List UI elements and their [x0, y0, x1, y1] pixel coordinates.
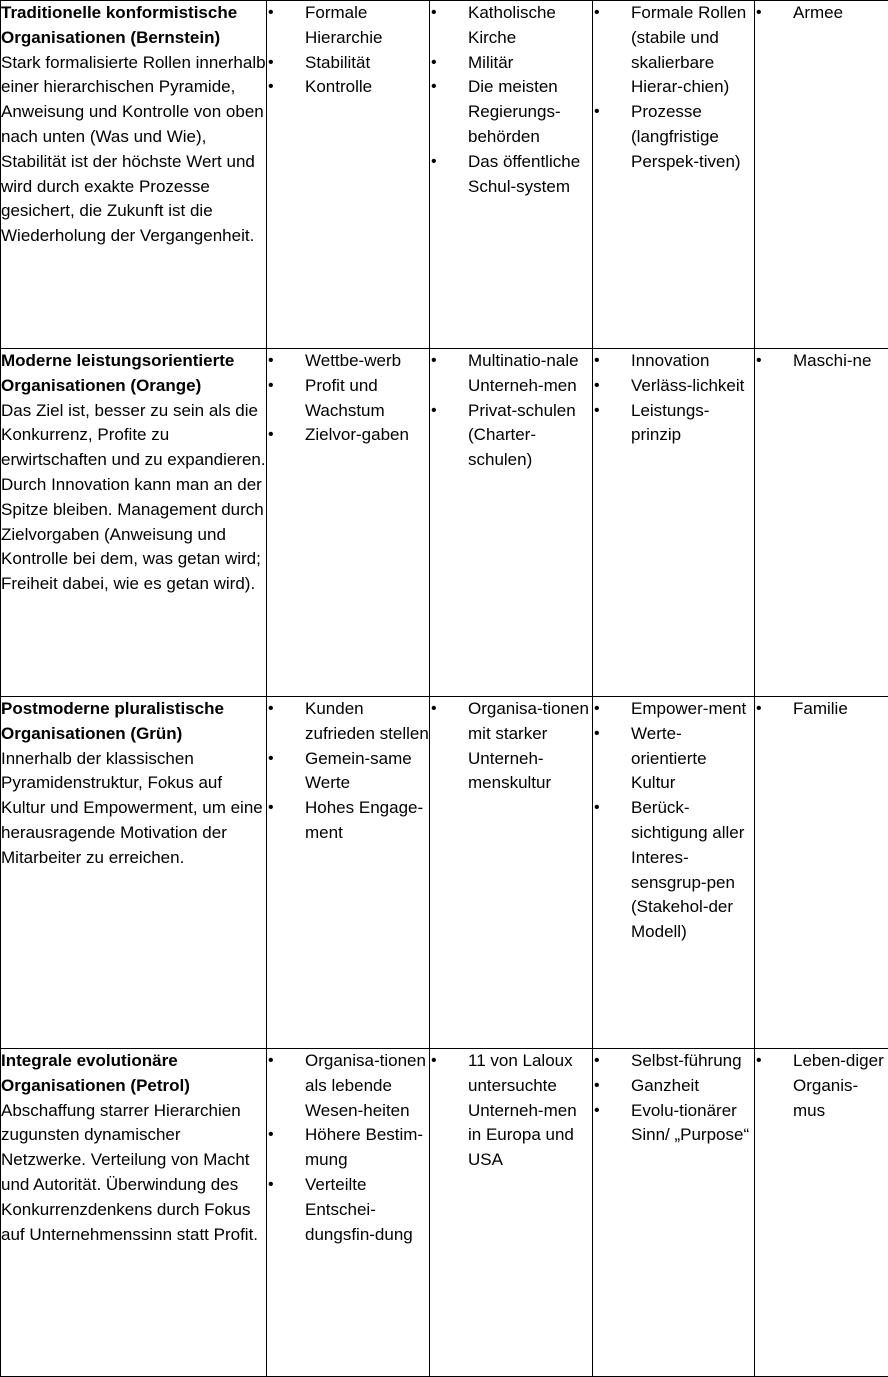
organization-description: Innerhalb der klassischen Pyramidenstruktur, Fokus auf Kultur und Empowerment, um eine herausragende Motivation der Mitarbeiter zu erreichen.: [1, 748, 263, 867]
organization-description: Das Ziel ist, besser zu sein als die Konkurrenz, Profite zu erwirtschaften und zu expandieren. Durch Innovation kann man an der Spitze bleiben. Management durch Zielvorgaben (Anweisung und Kontrolle bei dem, was getan wird; Freiheit dabei, wie es getan wird).: [1, 400, 266, 594]
organization-description: Abschaffung starrer Hierarchien zugunsten dynamischer Netzwerke. Verteilung von Macht und Autorität. Überwindung des Konkurrenzdenkens durch Fokus auf Unternehmenssinn statt Profit.: [1, 1100, 259, 1244]
list-item: • Organisa-tionen als lebende Wesen-heiten: [267, 1049, 429, 1123]
organization-type-cell: [1, 349, 267, 697]
col5-cell: [755, 1049, 888, 1377]
organization-title: Moderne leistungsorientierte Organisationen (Orange): [1, 351, 235, 395]
bullet-list: [430, 1, 592, 199]
table-row: [1, 349, 888, 697]
col3-cell: [430, 697, 593, 1049]
col2-cell: [267, 349, 430, 697]
col3-cell: [430, 1049, 593, 1377]
list-item: • Ganzheit: [593, 1074, 754, 1099]
bullet-list: [267, 1049, 429, 1247]
table-row: [1, 697, 888, 1049]
col3-cell: [430, 349, 593, 697]
list-item: • Leben-diger Organis-mus: [755, 1049, 888, 1123]
list-item: • Empower-ment: [593, 697, 754, 722]
col5-cell: [755, 1, 888, 349]
list-item: • Selbst-führung: [593, 1049, 754, 1074]
col2-cell: [267, 1, 430, 349]
bullet-list: [593, 349, 754, 448]
col4-cell: [593, 349, 755, 697]
list-item: • Verteilte Entschei-dungsfin-dung: [267, 1173, 429, 1247]
col4-cell: [593, 1, 755, 349]
list-item: • Verläss-lichkeit: [593, 374, 754, 399]
table-row: [1, 1, 888, 349]
list-item: • Prozesse (langfristige Perspek-tiven): [593, 100, 754, 174]
col5-cell: [755, 697, 888, 1049]
list-item: • Kunden zufrieden stellen: [267, 697, 429, 747]
bullet-list: [593, 1, 754, 175]
table-body: [1, 1, 888, 1377]
organization-type-cell: [1, 1, 267, 349]
bullet-list: [755, 1, 888, 26]
bullet-list: [267, 349, 429, 448]
col2-cell: [267, 697, 430, 1049]
list-item: • Formale Hierarchie: [267, 1, 429, 51]
list-item: • 11 von Laloux untersuchte Unterneh-men in Europa und USA: [430, 1049, 592, 1173]
bullet-list: [755, 349, 888, 374]
list-item: • Familie: [755, 697, 888, 722]
col4-cell: [593, 697, 755, 1049]
bullet-list: [593, 697, 754, 945]
list-item: • Hohes Engage-ment: [267, 796, 429, 846]
list-item: • Privat-schulen (Charter-schulen): [430, 399, 592, 473]
list-item: • Wettbe-werb: [267, 349, 429, 374]
organization-description: Stark formalisierte Rollen innerhalb einer hierarchischen Pyramide, Anweisung und Kontrolle von oben nach unten (Was und Wie), Stabilität ist der höchste Wert und wird durch exakte Prozesse gesichert, die Zukunft ist die Wiederholung der Vergangenheit.: [1, 52, 266, 246]
col4-cell: [593, 1049, 755, 1377]
bullet-list: [267, 1, 429, 100]
list-item: • Stabilität: [267, 51, 429, 76]
list-item: • Die meisten Regierungs-behörden: [430, 75, 592, 149]
list-item: • Zielvor-gaben: [267, 423, 429, 448]
organization-type-cell: [1, 1049, 267, 1377]
bullet-list: [430, 349, 592, 473]
list-item: • Innovation: [593, 349, 754, 374]
list-item: • Berück-sichtigung aller Interes-sensgrup-pen (Stakehol-der Modell): [593, 796, 754, 945]
list-item: • Leistungs-prinzip: [593, 399, 754, 449]
bullet-list: [755, 1049, 888, 1123]
list-item: • Multinatio-nale Unterneh-men: [430, 349, 592, 399]
organization-title: Integrale evolutionäre Organisationen (Petrol): [1, 1051, 190, 1095]
organization-type-cell: [1, 697, 267, 1049]
bullet-list: [430, 1049, 592, 1173]
list-item: • Das öffentliche Schul-system: [430, 150, 592, 200]
list-item: • Höhere Bestim-mung: [267, 1123, 429, 1173]
col5-cell: [755, 349, 888, 697]
list-item: • Militär: [430, 51, 592, 76]
bullet-list: [593, 1049, 754, 1148]
col2-cell: [267, 1049, 430, 1377]
list-item: • Evolu-tionärer Sinn/ „Purpose“: [593, 1099, 754, 1149]
list-item: • Gemein-same Werte: [267, 747, 429, 797]
list-item: • Formale Rollen (stabile und skalierbare Hierar-chien): [593, 1, 754, 100]
bullet-list: [430, 697, 592, 796]
list-item: • Profit und Wachstum: [267, 374, 429, 424]
list-item: • Armee: [755, 1, 888, 26]
table-row: [1, 1049, 888, 1377]
col3-cell: [430, 1, 593, 349]
list-item: • Organisa-tionen mit starker Unterneh-menskultur: [430, 697, 592, 796]
organization-title: Postmoderne pluralistische Organisationen (Grün): [1, 699, 224, 743]
list-item: • Maschi-ne: [755, 349, 888, 374]
list-item: • Kontrolle: [267, 75, 429, 100]
bullet-list: [755, 697, 888, 722]
organization-title: Traditionelle konformistische Organisationen (Bernstein): [1, 3, 238, 47]
list-item: • Werte-orientierte Kultur: [593, 722, 754, 796]
bullet-list: [267, 697, 429, 846]
list-item: • Katholische Kirche: [430, 1, 592, 51]
